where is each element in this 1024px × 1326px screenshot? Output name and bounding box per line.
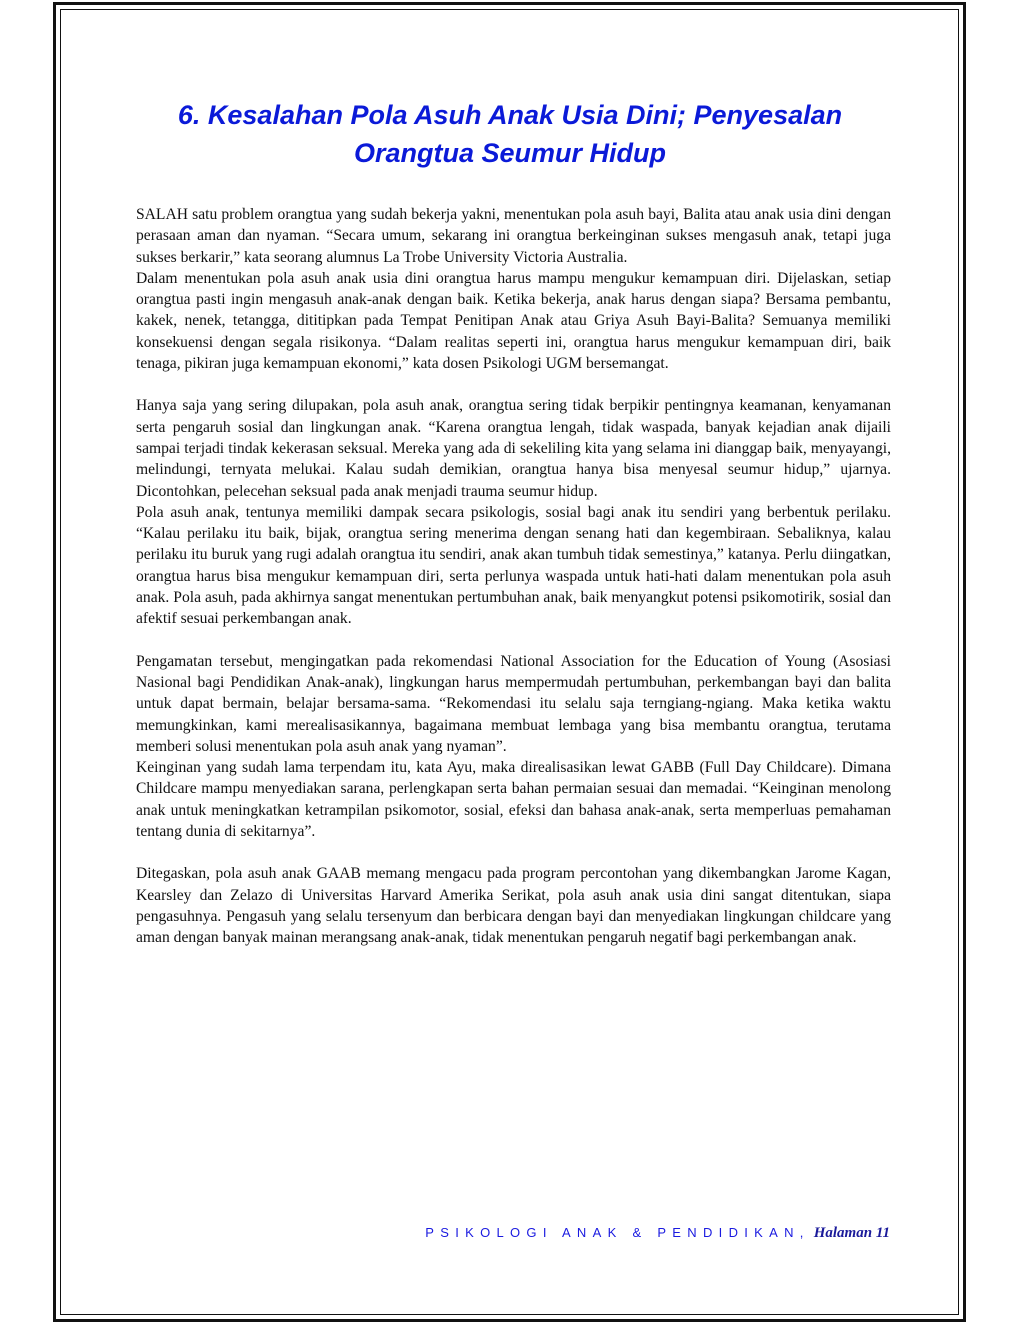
footer-page-number: Halaman 11 bbox=[813, 1225, 890, 1241]
paragraph: Hanya saja yang sering dilupakan, pola asuh anak, orangtua sering tidak berpikir pentingnya keamanan, kenyamanan serta pengaruh sosial dan lingkungan anak. “Karena orangtua lengah, tidak waspada, banyak kejadian anak dijaili sampai terjadi tindak kekerasan seksual. Mereka yang ada di sekeliling kita yang selama ini dianggap baik, menyayangi, melindungi, ternyata melukai. Kalau sudah demikian, orangtua hanya bisa menyesal seumur hidup,” ujarnya. Dicontohkan, pelecehan seksual pada anak menjadi trauma seumur hidup. bbox=[136, 397, 891, 500]
paragraph: Pola asuh anak, tentunya memiliki dampak secara psikologis, sosial bagi anak itu sendiri yang berbentuk perilaku. “Kalau perilaku itu baik, bijak, orangtua sering menerima dengan senang hati dan kegembiraan. Sebaliknya, kalau perilaku itu buruk yang rugi adalah orangtua itu sendiri, anak akan tumbuh tidak semestinya,” katanya. Perlu diingatkan, orangtua harus bisa mengukur kemampuan diri, serta perlunya waspada untuk hati-hati dalam menentukan pola asuh anak. Pola asuh, pada akhirnya sangat menentukan pertumbuhan anak, baik menyangkut potensi psikomotirik, sosial dan afektif sesuai perkembangan anak. bbox=[136, 503, 891, 628]
paragraph: Pengamatan tersebut, mengingatkan pada rekomendasi National Association for the Education of Young (Asosiasi Nasional bagi Pendidikan Anak-anak), lingkungan harus mempermudah pertumbuhan, perkembangan bayi dan balita untuk dapat bermain, belajar bersama-sama. “Rekomendasi itu selalu saja terngiang-ngiang. Maka ketika waktu memungkinkan, kami merealisasikannya, bagaimana membuat lembaga yang bisa membantu orangtua, terutama memberi solusi menentukan pola asuh anak yang nyaman”. bbox=[136, 652, 891, 755]
paragraph: Ditegaskan, pola asuh anak GAAB memang mengacu pada program percontohan yang dikembangkan Jarome Kagan, Kearsley dan Zelazo di Universitas Harvard Amerika Serikat, pola asuh anak usia dini sangat ditentukan, siapa pengasuhnya. Pengasuh yang selalu tersenyum dan berbicara dengan bayi dan menyediakan lingkungan childcare yang aman dengan banyak mainan merangsang anak-anak, tidak menentukan pengaruh negatif bagi perkembangan anak. bbox=[136, 865, 891, 947]
paragraph: SALAH satu problem orangtua yang sudah bekerja yakni, menentukan pola asuh bayi, Balita atau anak usia dini dengan perasaan aman dan nyaman. “Secara umum, sekarang ini orangtua berkeinginan sukses mengasuh anak, tetapi juga sukses berkarir,” kata seorang alumnus La Trobe University Victoria Australia. bbox=[136, 206, 891, 266]
page-title: 6. Kesalahan Pola Asuh Anak Usia Dini; Penyesalan Orangtua Seumur Hidup bbox=[177, 100, 843, 168]
article-body bbox=[136, 204, 891, 949]
paragraph: Keinginan yang sudah lama terpendam itu, kata Ayu, maka direalisasikan lewat GABB (Full Day Childcare). Dimana Childcare mampu menyediakan sarana, perlengkapan serta bahan permaian sesuai dan memadai. “Keinginan menolong anak untuk meningkatkan ketrampilan psikomotor, sosial, efeksi dan bahasa anak-anak, serta memperluas pemahaman tentang dunia di sekitarnya”. bbox=[136, 759, 891, 841]
footer-series-title: PSIKOLOGI ANAK & PENDIDIKAN, bbox=[425, 1225, 810, 1240]
page-footer bbox=[400, 1224, 890, 1242]
paragraph: Dalam menentukan pola asuh anak usia dini orangtua harus mampu mengukur kemampuan diri. Dijelaskan, setiap orangtua pasti ingin mengasuh anak-anak dengan baik. Ketika bekerja, anak harus dengan siapa? Bersama pembantu, kakek, nenek, tetangga, dititipkan pada Tempat Penitipan Anak atau Griya Asuh Bayi-Balita? Semuanya memiliki konsekuensi dengan segala risikonya. “Dalam realitas seperti ini, orangtua harus mengukur kemampuan diri, baik tenaga, pikiran juga kemampuan ekonomi,” kata dosen Psikologi UGM bersemangat. bbox=[136, 269, 891, 373]
